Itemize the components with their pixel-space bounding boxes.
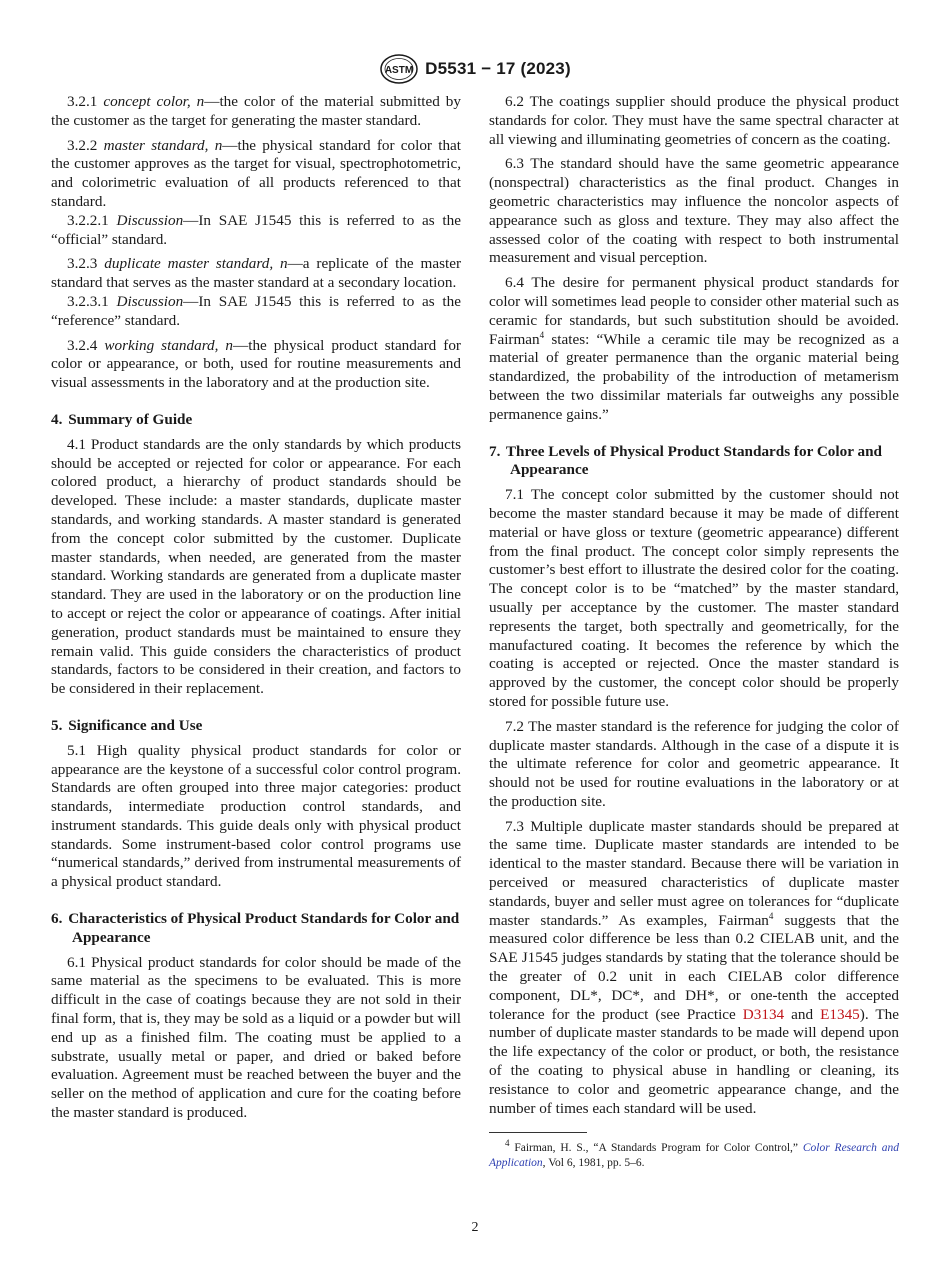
footnote-ref[interactable]: 4: [768, 910, 774, 921]
paragraph-7-3: 7.3 Multiple duplicate master standards should be prepared at the same time. Duplicate master standards are intended to be identical to the master standard. Because there will be variation in perceived or measured characteristics of duplicate master standards, buyer and seller must agree on tolerances for “duplicate master standards.” As examples, Fairman$^4$ suggests that the measured color difference be less than 0.2 CIELAB unit, and the SAE J1545 judges standards by stating that the tolerance should be the greater of 0.2 unit in each CIELAB color difference component, DL*, DC*, and DH*, or one-tenth the accepted tolerance for the product (see Practice D3134 and E1345). The number of duplicate master standards to be made will depend upon the life expectancy of the color or product, or both, the resistance of the coating to physical abuse in handling or cleaning, its resistance to color and geometric appearance change, and the number of times each standard will be used.: [489, 817, 899, 1117]
footnote-ref[interactable]: 4: [539, 329, 545, 340]
paragraph-6-2: 6.2 The coatings supplier should produce the physical product standards for color. They must have the same spectral character at all viewing and illuminating geometries of concern as the coating.: [489, 93, 899, 148]
svg-text:ASTM: ASTM: [385, 65, 414, 76]
footnote-divider: [489, 1132, 587, 1133]
paragraph-5-1: 5.1 High quality physical product standards for color or appearance are the keystone of a successful color control program. Standards are often grouped into three major categories: product standards, intermediate production control standards, and instrument standards. This guide deals only with physical product standards. Some instrument-based color control programs use “numerical standards,” derived from instrumental measurements of a physical product standard.: [51, 741, 461, 891]
section-heading-4: 4. Summary of Guide: [51, 410, 193, 428]
footnote-4: $^4$ Fairman, H. S., “A Standards Program for Color Control,” Color Research and Application, Vol 6, 1981, pp. 5–6.: [489, 1138, 900, 1170]
section-heading-7: 7. Three Levels of Physical Product Standards for Color and Appearance: [489, 442, 882, 479]
paragraph-7-1: 7.1 The concept color submitted by the customer should not become the master standard because it may be made of different material or have gloss or texture (geometric appearance) different from the final product. The concept color simply represents the customer’s best effort to illustrate the desired color for the coating. The concept color is to be “matched” by the master standard, usually per acceptance by the customer. The master standard represents the target, both spectrally and geometrically, for the manufactured coating. It becomes the reference by which the coating is accepted or rejected. Once the master standard is approved by the customer, the concept color should be properly stored for possible future use.: [489, 486, 899, 710]
paragraph-3-2-3: 3.2.3 duplicate master standard, n—a replicate of the master standard that serves as the master standard at a secondary location.: [51, 255, 462, 292]
astm-logo-icon: [379, 54, 419, 84]
paragraph-7-2: 7.2 The master standard is the reference for judging the color of duplicate master standards. Although in the case of a dispute it is the ultimate reference for color and geometric appearance. It should not be used for routine evaluations in the laboratory or at the production site.: [489, 717, 899, 810]
right-column: [489, 93, 899, 1171]
paragraph-4-1: 4.1 Product standards are the only standards by which products should be accepted or rejected for color or appearance. For each colored product, a hierarchy of product standards should be developed. These include: a master standards, duplicate master standards, and working standards. A master standard is generated from the concept color submitted by the customer. Duplicate master standards, when needed, are generated from the master standard. Working standards are generated from a duplicate master standard. They are used in the laboratory or on the production line to accept or reject the color or appearance of coatings. After initial generation, product standards must be maintained to ensure they remain valid. This guide considers the characteristics of product standards, factors to be considered in their creation, and factors to be considered in their replacement.: [51, 435, 461, 698]
paragraph-6-1: 6.1 Physical product standards for color should be made of the same material as the specimens to be evaluated. This is more difficult in the case of coatings because they are not sold in their final form, that is, they may be sold as a liquid or a powder but will end up as a finished film. The coating must be applied to a substrate, usually metal or paper, and dried or baked before evaluation. Agreement must be reached between the buyer and the seller on the method of application and cure for the coating before the master standard is produced.: [51, 953, 461, 1122]
page-header: [0, 54, 950, 84]
paragraph-6-4: 6.4 The desire for permanent physical product standards for color will sometimes lead people to consider other material such as ceramic for standards, but such substitution should be avoided. Fairman$^4$ states: “While a ceramic tile may be recognized as a material of greater permanence than the organic material being standardized, the probability of the introduction of metamerism between the two dissimilar materials far outweighs any possible permanence gains.”: [489, 274, 899, 423]
document-id: D5531 − 17 (2023): [425, 58, 571, 78]
paragraph-3-2-2: 3.2.2 master standard, n—the physical standard for color that the customer approves as the target for visual, spectrophotometric, and colorimetric evaluation of all products referenced to that standard.: [51, 136, 462, 210]
section-heading-6: 6. Characteristics of Physical Product Standards for Color and Appearance: [51, 910, 460, 946]
left-column: [51, 93, 461, 1129]
paragraph-3-2-3-1: 3.2.3.1 Discussion—In SAE J1545 this is referred to as the “reference” standard.: [51, 292, 461, 329]
journal-link[interactable]: Color Research and Application: [489, 1142, 900, 1170]
section-heading-5: 5. Significance and Use: [51, 716, 203, 734]
paragraph-3-2-4: 3.2.4 working standard, n—the physical product standard for color or appearance, or both, used for routine measurements and visual assessments in the laboratory and at the production site.: [51, 336, 461, 392]
page-number: 2: [471, 1220, 479, 1235]
link-e1345[interactable]: E1345: [820, 1005, 860, 1023]
paragraph-6-3: 6.3 The standard should have the same geometric appearance (nonspectral) characteristics as the final product. Changes in geometric characteristics may influence the noncolor aspects of appearance such as gloss and texture. They may also affect the assessed color of the coating with respect to both instrumental measurement and visual perception.: [489, 155, 899, 267]
paragraph-3-2-2-1: 3.2.2.1 Discussion—In SAE J1545 this is referred to as the “official” standard.: [51, 211, 461, 248]
link-d3134[interactable]: D3134: [742, 1005, 785, 1023]
paragraph-3-2-1: 3.2.1 concept color, n—the color of the material submitted by the customer as the target for generating the master standard.: [51, 93, 461, 129]
